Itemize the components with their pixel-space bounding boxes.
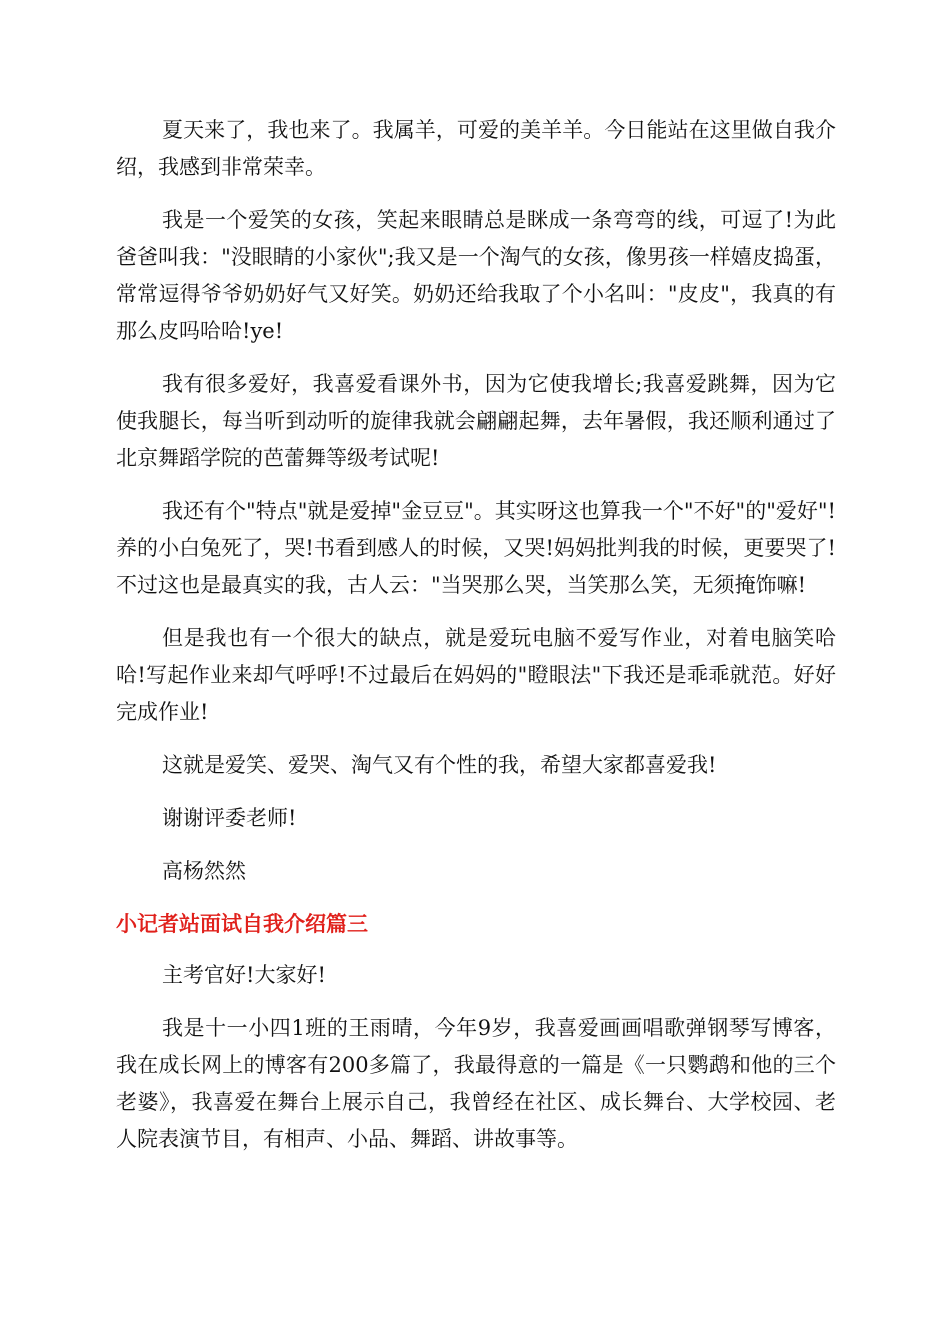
paragraph-hobbies: 我有很多爱好，我喜爱看课外书，因为它使我增长;我喜爱跳舞，因为它使我腿长，每当听到动听的旋律我就会翩翩起舞，去年暑假，我还顺利通过了北京舞蹈学院的芭蕾舞等级考试呢!	[116, 372, 836, 470]
paragraph-author-name: 高杨然然	[162, 859, 246, 883]
paragraph-thanks: 谢谢评委老师!	[162, 806, 297, 830]
paragraph-intro: 夏天来了，我也来了。我属羊，可爱的美羊羊。今日能站在这里做自我介绍，我感到非常荣幸。	[116, 118, 836, 179]
paragraph-greeting: 主考官好!大家好!	[162, 963, 326, 987]
paragraph-self-intro: 我是十一小四1班的王雨晴，今年9岁，我喜爱画画唱歌弹钢琴写博客，我在成长网上的博客有200多篇了，我最得意的一篇是《一只鹦鹉和他的三个老婆》，我喜爱在舞台上展示自己，我曾经在社区、成长舞台、大学校园、老人院表演节目，有相声、小品、舞蹈、讲故事等。	[116, 1016, 836, 1151]
document-page	[116, 112, 836, 1174]
paragraph-crying: 我还有个"特点"就是爱掉"金豆豆"。其实呀这也算我一个"不好"的"爱好"!养的小白兔死了，哭!书看到感人的时候，又哭!妈妈批判我的时候，更要哭了!不过这也是最真实的我，古人云："当哭那么哭，当笑那么笑，无须掩饰嘛!	[116, 499, 836, 597]
section-heading: 小记者站面试自我介绍篇三	[116, 912, 368, 936]
paragraph-summary: 这就是爱笑、爱哭、淘气又有个性的我，希望大家都喜爱我!	[162, 753, 717, 777]
paragraph-laughing-girl: 我是一个爱笑的女孩，笑起来眼睛总是眯成一条弯弯的线，可逗了!为此爸爸叫我："没眼睛的小家伙";我又是一个淘气的女孩，像男孩一样嬉皮捣蛋，常常逗得爷爷奶奶好气又好笑。奶奶还给我取了个小名叫："皮皮"，我真的有那么皮吗哈哈!ye!	[116, 208, 836, 343]
paragraph-shortcoming: 但是我也有一个很大的缺点，就是爱玩电脑不爱写作业，对着电脑笑哈哈!写起作业来却气呼呼!不过最后在妈妈的"瞪眼法"下我还是乖乖就范。好好完成作业!	[116, 626, 836, 724]
